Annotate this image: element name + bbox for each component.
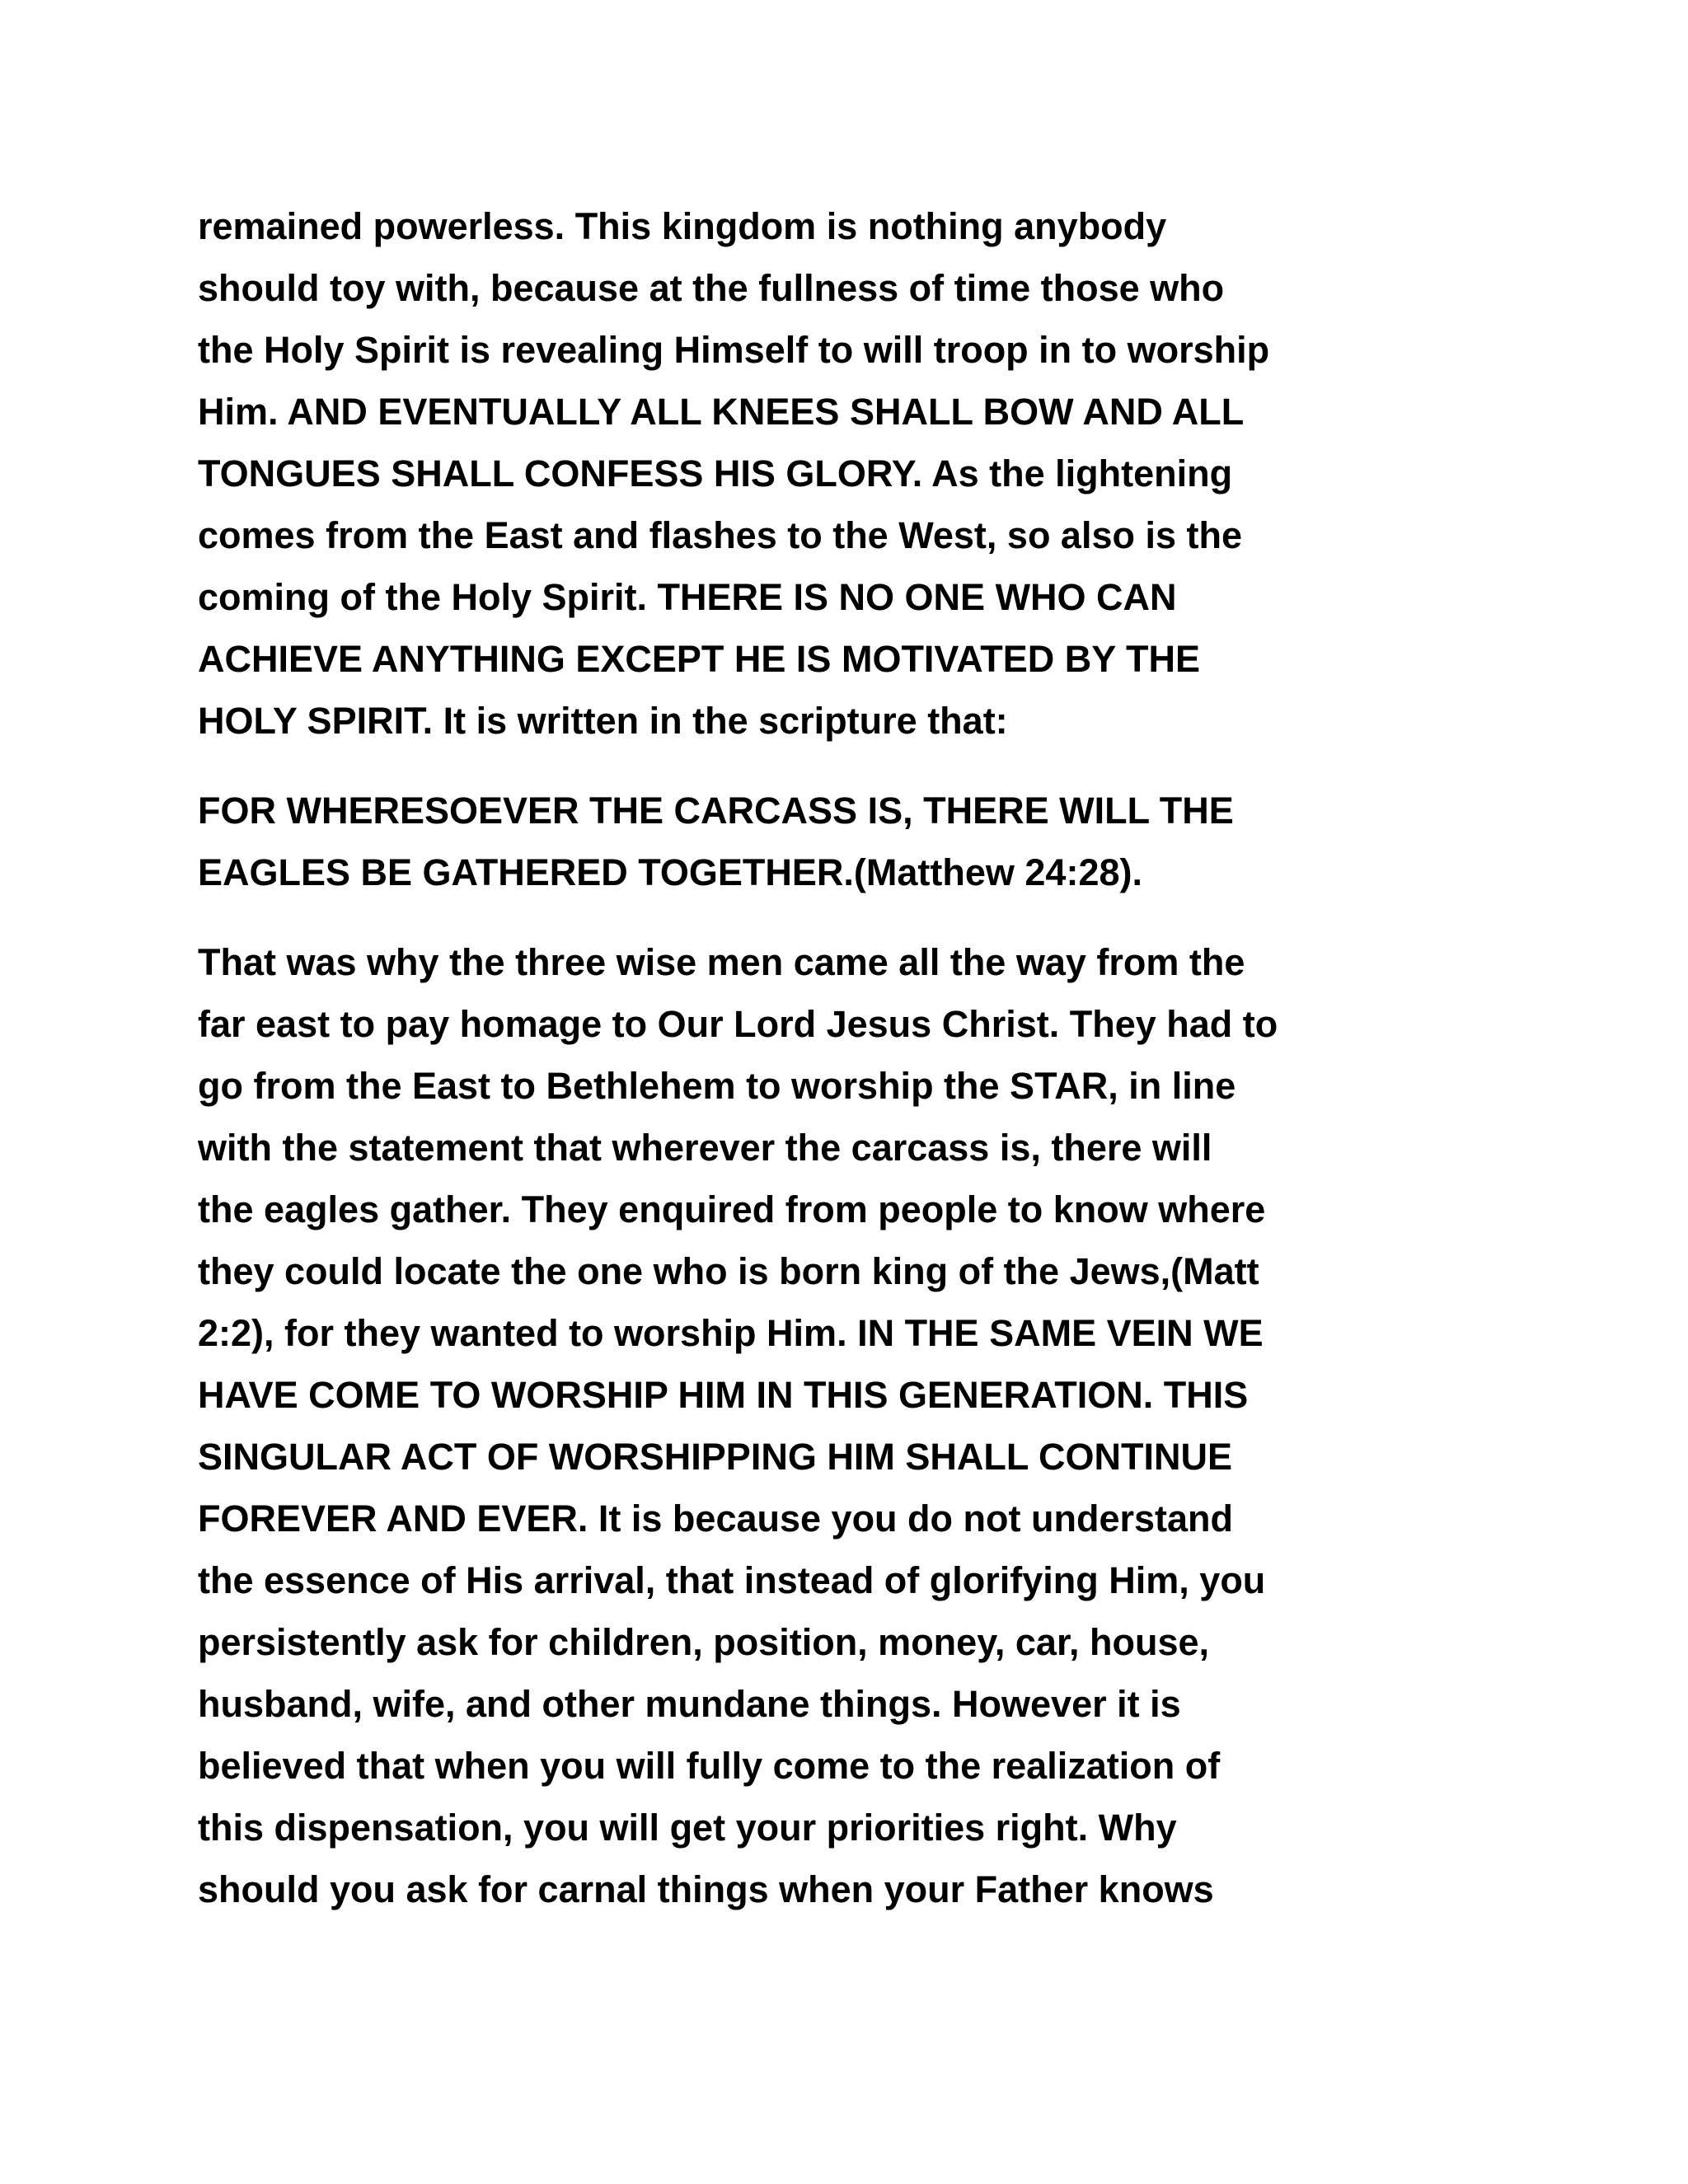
- text-line: the eagles gather. They enquired from people to know where: [198, 1188, 1266, 1230]
- text-line: That was why the three wise men came all the way from the: [198, 941, 1245, 983]
- text-line: ACHIEVE ANYTHING EXCEPT HE IS MOTIVATED BY THE: [198, 638, 1200, 680]
- text-line: EAGLES BE GATHERED TOGETHER.(Matthew 24:28).: [198, 851, 1142, 893]
- text-line: TONGUES SHALL CONFESS HIS GLORY. As the lightening: [198, 452, 1233, 494]
- text-line: the essence of His arrival, that instead of glorifying Him, you: [198, 1559, 1266, 1601]
- text-line: go from the East to Bethlehem to worship the STAR, in line: [198, 1065, 1236, 1107]
- paragraph-wise-men: [198, 931, 1500, 1920]
- text-line: FOREVER AND EVER. It is because you do not understand: [198, 1497, 1234, 1540]
- text-line: should toy with, because at the fullness of time those who: [198, 267, 1225, 309]
- text-line: HAVE COME TO WORSHIP HIM IN THIS GENERATION. THIS: [198, 1374, 1249, 1416]
- text-line: SINGULAR ACT OF WORSHIPPING HIM SHALL CONTINUE: [198, 1436, 1232, 1478]
- text-line: husband, wife, and other mundane things. However it is: [198, 1683, 1181, 1725]
- text-line: the Holy Spirit is revealing Himself to will troop in to worship: [198, 329, 1270, 371]
- text-line: FOR WHERESOEVER THE CARCASS IS, THERE WILL THE: [198, 790, 1234, 832]
- text-line: persistently ask for children, position, money, car, house,: [198, 1621, 1209, 1663]
- text-line: Him. AND EVENTUALLY ALL KNEES SHALL BOW AND ALL: [198, 391, 1245, 433]
- paragraph-kingdom: [198, 195, 1500, 752]
- text-line: comes from the East and flashes to the West, so also is the: [198, 514, 1243, 556]
- text-line: 2:2), for they wanted to worship Him. IN THE SAME VEIN WE: [198, 1312, 1264, 1354]
- text-line: coming of the Holy Spirit. THERE IS NO ONE WHO CAN: [198, 576, 1177, 618]
- text-line: with the statement that wherever the carcass is, there will: [198, 1127, 1212, 1169]
- text-line: remained powerless. This kingdom is nothing anybody: [198, 205, 1167, 247]
- text-line: believed that when you will fully come to the realization of: [198, 1745, 1221, 1787]
- text-line: should you ask for carnal things when your Father knows: [198, 1868, 1214, 1910]
- text-line: they could locate the one who is born king of the Jews,(Matt: [198, 1250, 1259, 1292]
- text-line: HOLY SPIRIT. It is written in the scripture that:: [198, 700, 1008, 742]
- text-line: far east to pay homage to Our Lord Jesus Christ. They had to: [198, 1003, 1278, 1045]
- paragraph-scripture-quote: [198, 780, 1500, 903]
- text-line: this dispensation, you will get your priorities right. Why: [198, 1807, 1177, 1849]
